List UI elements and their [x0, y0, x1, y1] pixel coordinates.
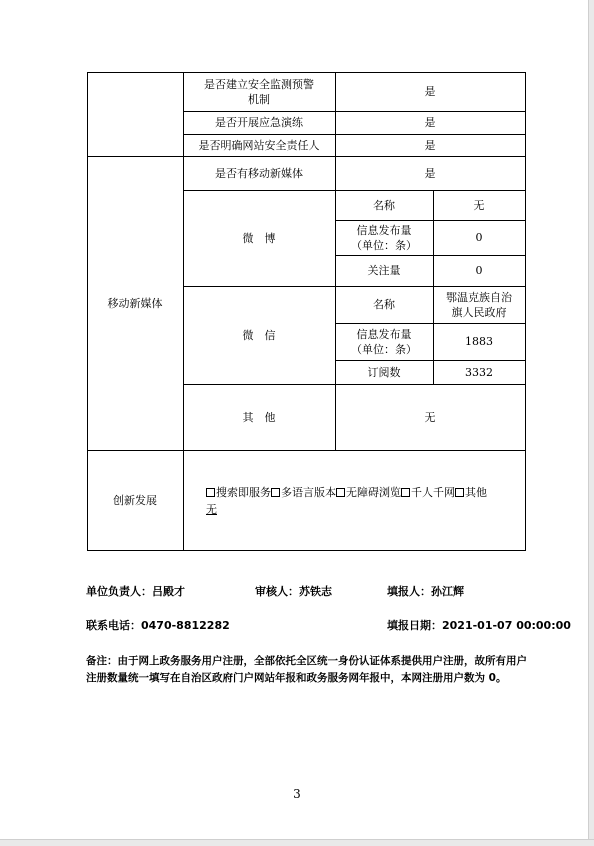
- wechat-label: 微 信: [242, 328, 276, 342]
- emergency-drill-value: 是: [424, 116, 436, 129]
- innovation-options: [206, 484, 526, 518]
- checkbox-icon: [206, 488, 215, 497]
- checkbox-multilanguage[interactable]: 多语言版本: [271, 486, 336, 499]
- checkbox-search-service[interactable]: 搜索即服务: [206, 486, 271, 499]
- report-date: 填报日期：2021-01-07 00:00:00: [387, 619, 571, 632]
- security-monitoring-value: 是: [424, 85, 436, 98]
- innovation-label: 创新发展: [113, 493, 157, 507]
- table-line: [525, 72, 526, 551]
- weibo-followers-label: 关注量: [367, 264, 401, 277]
- wechat-subscribers-label: 订阅数: [367, 365, 401, 379]
- other-label: 其 他: [242, 410, 276, 424]
- weibo-followers-value: 0: [475, 264, 483, 277]
- checkbox-icon: [271, 488, 280, 497]
- checkbox-icon: [336, 488, 345, 497]
- security-responsible-label: 是否明确网站安全责任人: [198, 138, 320, 152]
- weibo-name-label: 名称: [373, 198, 395, 212]
- security-responsible-value: 是: [424, 138, 436, 152]
- weibo-count-label: 信息发布量 （单位：条）: [351, 223, 417, 252]
- wechat-count-label: 信息发布量 （单位：条）: [351, 327, 417, 356]
- filler: 填报人：孙江辉: [387, 585, 464, 598]
- table-line: [87, 550, 525, 551]
- emergency-drill-label: 是否开展应急演练: [215, 116, 303, 129]
- checkbox-icon: [401, 488, 410, 497]
- page-edge-right: [588, 0, 594, 845]
- remark-note: 备注：由于网上政务服务用户注册，全部依托全区统一身份认证体系提供用户注册，故所有用户注册数量统一填写在自治区政府门户网站年报和政务服务网年报中，本网注册用户数为 0。: [86, 655, 527, 684]
- weibo-count-value: 0: [475, 231, 483, 244]
- contact-phone: 联系电话：0470-8812282: [86, 619, 230, 632]
- reviewer: 审核人：苏铁志: [255, 585, 332, 598]
- checkbox-icon: [455, 488, 464, 497]
- weibo-label: 微 博: [242, 231, 276, 245]
- wechat-name-value: 鄂温克族自治 旗人民政府: [446, 290, 512, 319]
- wechat-subscribers-value: 3332: [465, 365, 493, 379]
- weibo-name-value: 无: [473, 198, 485, 212]
- innovation-extra: 无: [206, 503, 217, 516]
- has-mobile-media-value: 是: [424, 166, 436, 180]
- wechat-count-value: 1883: [465, 335, 493, 348]
- other-value: 无: [424, 410, 436, 424]
- mobile-media-section-label: 移动新媒体: [107, 296, 163, 310]
- checkbox-accessibility[interactable]: 无障碍浏览: [336, 486, 401, 499]
- has-mobile-media-label: 是否有移动新媒体: [215, 166, 303, 180]
- checkbox-personalized[interactable]: 千人千网: [401, 486, 455, 499]
- wechat-name-label: 名称: [373, 298, 395, 311]
- page-number: 3: [293, 787, 301, 801]
- security-monitoring-label: 是否建立安全监测预警 机制: [204, 77, 314, 106]
- unit-head: 单位负责人：吕殿才: [86, 585, 185, 598]
- checkbox-other[interactable]: 其他: [455, 486, 487, 499]
